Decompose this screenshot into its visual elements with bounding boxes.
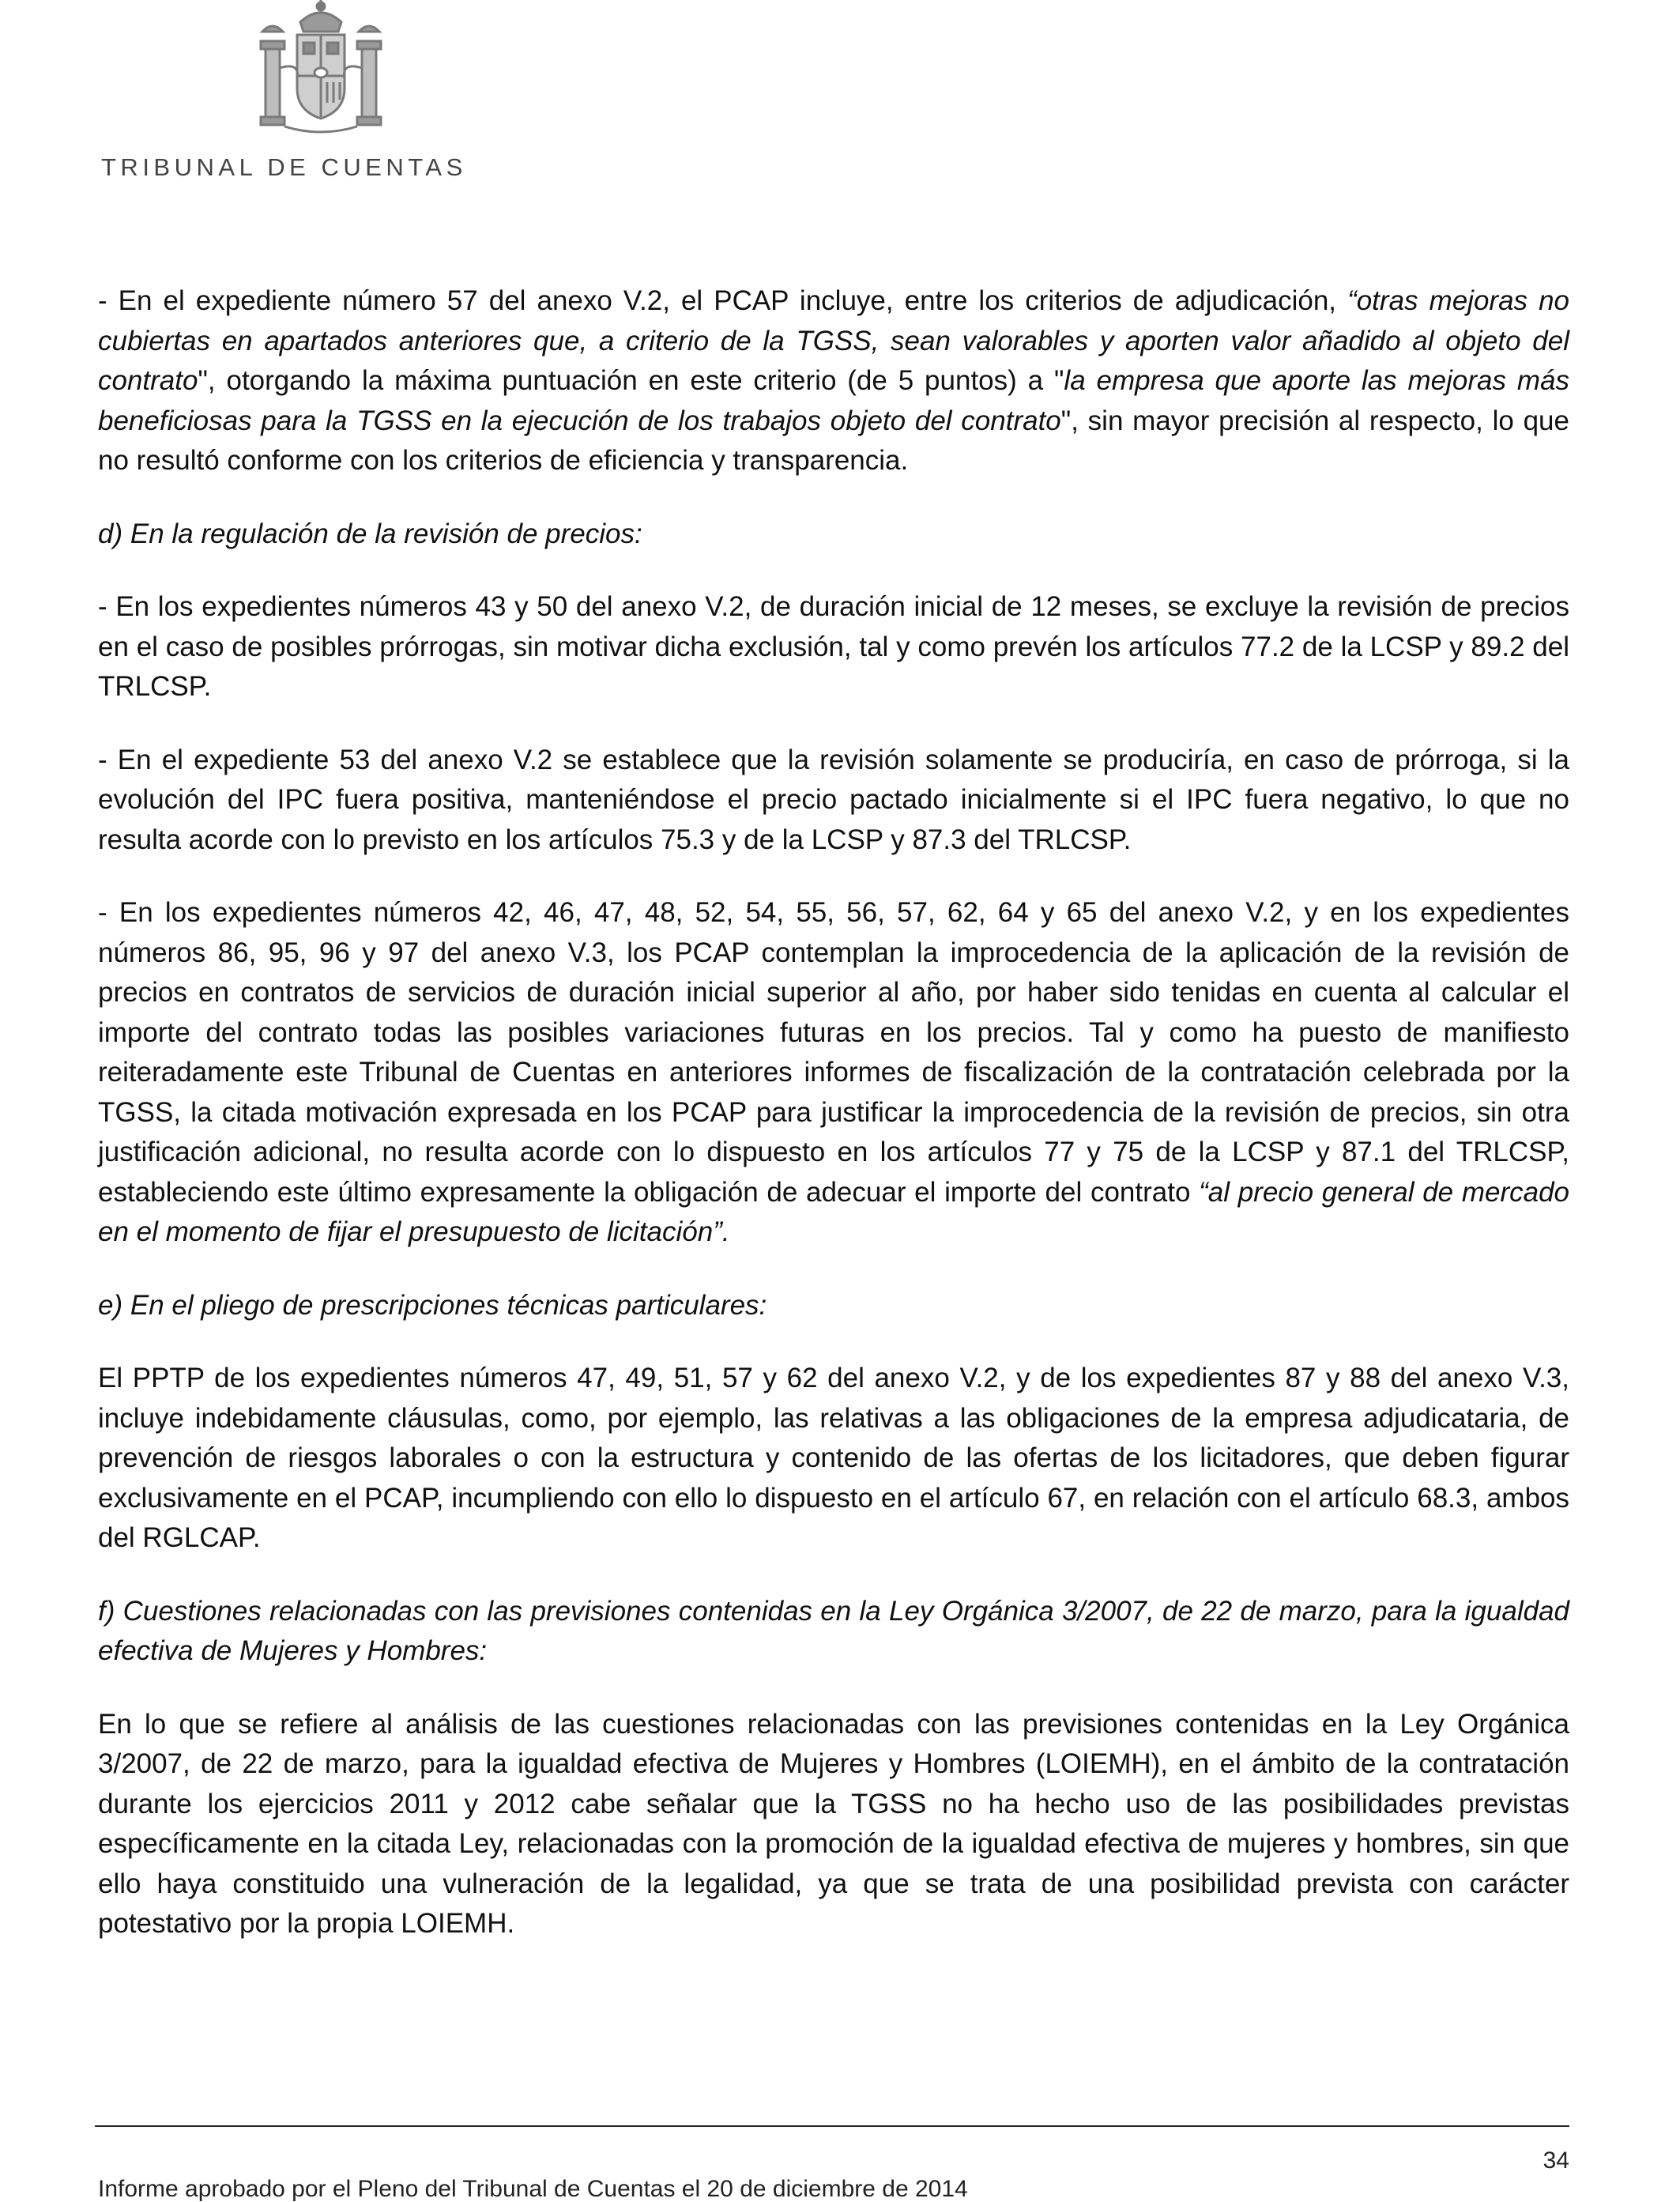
coat-of-arms-icon — [254, 0, 387, 141]
document-body — [98, 281, 1569, 1944]
paragraph-price-revision-3 — [98, 893, 1569, 1253]
section-heading-f: f) Cuestiones relacionadas con las previsiones contenidas en la Ley Orgánica 3/2007, de 22 de marzo, para la igualdad efectiva de Mujeres y Hombres: — [98, 1595, 1569, 1666]
footer-note: Informe aprobado por el Pleno del Tribunal de Cuentas el 20 de diciembre de 2014 — [98, 2176, 968, 2202]
section-heading-d: d) En la regulación de la revisión de precios: — [98, 518, 642, 549]
paragraph-criteria — [98, 281, 1569, 481]
quoted-criterion: “otras mejoras no cubiertas en apartados anteriores que, a criterio de la TGSS, sean valorables y aporten valor añadido al objeto del contrato — [98, 285, 1570, 396]
institution-name: TRIBUNAL DE CUENTAS — [101, 153, 467, 181]
paragraph-pptp: El PPTP de los expedientes números 47, 49, 51, 57 y 62 del anexo V.2, y de los expedientes 87 y 88 del anexo V.3, incluye indebidamente cláusulas, como, por ejemplo, las relativas a las obligaciones de la empresa adjudicataria, de prevención de riesgos laborales o con la estructura y contenido de las ofertas de los licitadores, que deben figurar exclusivamente en el PCAP, incumpliendo con ello lo dispuesto en el artículo 67, en relación con el artículo 68.3, ambos del RGLCAP. — [98, 1363, 1569, 1553]
paragraph-text: ", otorgando la máxima puntuación en este criterio (de 5 puntos) a " — [198, 365, 1064, 396]
section-heading-e: e) En el pliego de prescripciones técnicas particulares: — [98, 1289, 767, 1321]
quoted-clause: “al precio general de mercado en el momento de fijar el presupuesto de licitación”. — [98, 1176, 1569, 1247]
quoted-criterion: la empresa que aporte las mejoras más beneficiosas para la TGSS en la ejecución de los trabajos objeto del contrato — [98, 365, 1569, 436]
paragraph-price-revision-2: - En el expediente 53 del anexo V.2 se establece que la revisión solamente se produciría, en caso de prórroga, si la evolución del IPC fuera positiva, manteniéndose el precio pactado inicialmente si el IPC fuera negativo, lo que no resulta acorde con lo previsto en los artículos 75.3 y de la LCSP y 87.3 del TRLCSP. — [98, 744, 1569, 855]
paragraph-price-revision-1: - En los expedientes números 43 y 50 del anexo V.2, de duración inicial de 12 meses, se excluye la revisión de precios en el caso de posibles prórrogas, sin motivar dicha exclusión, tal y como prevén los artículos 77.2 de la LCSP y 89.2 del TRLCSP. — [98, 591, 1569, 702]
paragraph-text: - En el expediente número 57 del anexo V.2, el PCAP incluye, entre los criterios de adjudicación, — [98, 285, 1348, 316]
paragraph-text: - En los expedientes números 42, 46, 47, 48, 52, 54, 55, 56, 57, 62, 64 y 65 del anexo V.2, y en los expedientes números 86, 95, 96 y 97 del anexo V.3, los PCAP contemplan la improcedencia de la aplicación de la revisión de precios en contratos de servicios de duración inicial superior al año, por haber sido tenidas en cuenta al calcular el importe del contrato todas las posibles variaciones futuras en los precios. Tal y como ha puesto de manifiesto reiteradamente este Tribunal de Cuentas en anteriores informes de fiscalización de la contratación celebrada por la TGSS, la citada motivación expresada en los PCAP para justificar la improcedencia de la revisión de precios, sin otra justificación adicional, no resulta acorde con lo dispuesto en los artículos 77 y 75 de la LCSP y 87.1 del TRLCSP, estableciendo este último expresamente la obligación de adecuar el importe del contrato — [98, 897, 1569, 1208]
footer-divider — [95, 2125, 1569, 2127]
paragraph-text: ", sin mayor precisión al respecto, lo que no resultó conforme con los criterios de eficiencia y transparencia. — [98, 405, 1569, 476]
page-number: 34 — [1543, 2147, 1569, 2174]
paragraph-loiemh: En lo que se refiere al análisis de las cuestiones relacionadas con las previsiones contenidas en la Ley Orgánica 3/2007, de 22 de marzo, para la igualdad efectiva de Mujeres y Hombres (LOIEMH), en el ámbito de la contratación durante los ejercicios 2011 y 2012 cabe señalar que la TGSS no ha hecho uso de las posibilidades previstas específicamente en la citada Ley, relacionadas con la promoción de la igualdad efectiva de mujeres y hombres, sin que ello haya constituido una vulneración de la legalidad, ya que se trata de una posibilidad prevista con carácter potestativo por la propia LOIEMH. — [98, 1708, 1569, 1939]
